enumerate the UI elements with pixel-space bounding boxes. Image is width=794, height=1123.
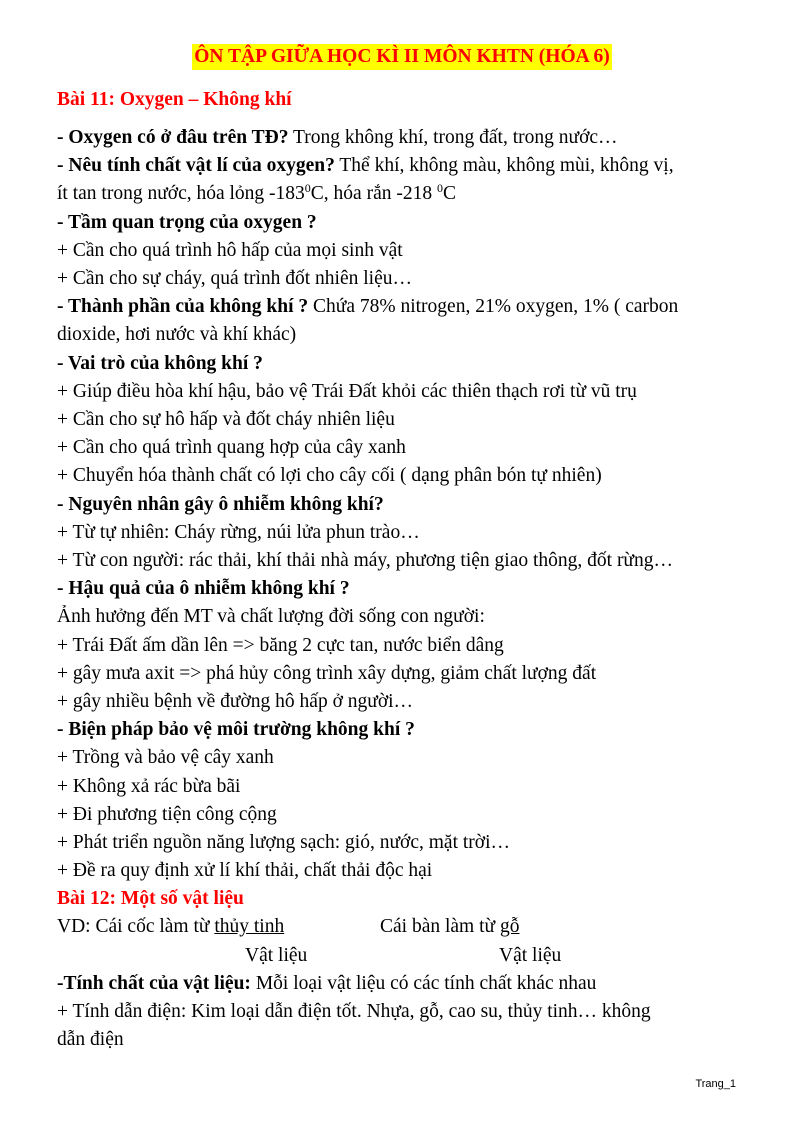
question-4-cont: dioxide, hơi nước và khí khác) xyxy=(57,324,297,346)
question-8: - Biện pháp bảo vệ môi trường không khí ? xyxy=(57,719,415,741)
material-label-1: Vật liệu xyxy=(245,944,308,966)
list-item: + Từ tự nhiên: Cháy rừng, núi lửa phun trào… xyxy=(57,521,420,543)
example-1: VD: Cái cốc làm từ thủy tinh xyxy=(57,916,285,938)
material-label-2: Vật liệu xyxy=(499,944,562,966)
list-item: + Trái Đất ấm dần lên => băng 2 cực tan, nước biển dâng xyxy=(57,634,504,656)
list-item: + Đi phương tiện công cộng xyxy=(57,803,277,825)
question-2-cont: ít tan trong nước, hóa lỏng $-183^0C$, hóa rắn -218 $^0$C xyxy=(57,181,456,205)
lesson-11-heading: Bài 11: Oxygen – Không khí xyxy=(57,89,292,110)
title-row xyxy=(57,44,747,74)
question-6: - Nguyên nhân gây ô nhiễm không khí? xyxy=(57,493,384,515)
question-3: - Tầm quan trọng của oxygen ? xyxy=(57,211,317,233)
question-7-intro: Ảnh hưởng đến MT và chất lượng đời sống con người: xyxy=(57,606,485,628)
list-item: + Tính dẫn điện: Kim loại dẫn điện tốt. Nhựa, gỗ, cao su, thủy tinh… không xyxy=(57,1001,651,1023)
list-item: + Giúp điều hòa khí hậu, bảo vệ Trái Đất khỏi các thiên thạch rơi từ vũ trụ xyxy=(57,380,637,402)
list-item: + Phát triển nguồn năng lượng sạch: gió, nước, mặt trời… xyxy=(57,832,511,854)
list-item: + Trồng và bảo vệ cây xanh xyxy=(57,747,274,769)
list-item: + Đề ra quy định xử lí khí thải, chất thải độc hại xyxy=(57,860,433,882)
lesson-12-heading: Bài 12: Một số vật liệu xyxy=(57,888,244,910)
document-page xyxy=(57,44,747,1055)
example-2: Cái bàn làm từ gỗ xyxy=(380,916,520,938)
list-item: + Cần cho quá trình quang hợp của cây xanh xyxy=(57,437,406,459)
list-item: + Chuyển hóa thành chất có lợi cho cây cối ( dạng phân bón tự nhiên) xyxy=(57,465,602,487)
list-item-cont: dẫn điện xyxy=(57,1029,124,1051)
list-item: + Không xả rác bừa bãi xyxy=(57,775,241,797)
question-4: - Thành phần của không khí ? Chứa 78% nitrogen, 21% oxygen, 1% ( carbon xyxy=(57,296,679,318)
question-7: - Hậu quả của ô nhiễm không khí ? xyxy=(57,578,350,600)
question-5: - Vai trò của không khí ? xyxy=(57,352,263,374)
page-number: Trang_1 xyxy=(695,1078,736,1090)
example-1-material: thủy tinh xyxy=(214,916,285,938)
property-question: -Tính chất của vật liệu: Mỗi loại vật liệu có các tính chất khác nhau xyxy=(57,972,597,994)
example-row xyxy=(57,913,747,941)
list-item: + Cần cho sự hô hấp và đốt cháy nhiên liệu xyxy=(57,409,395,431)
question-2: - Nêu tính chất vật lí của oxygen? Thể khí, không màu, không mùi, không vị, xyxy=(57,155,674,177)
list-item: + Từ con người: rác thải, khí thải nhà máy, phương tiện giao thông, đốt rừng… xyxy=(57,550,674,572)
example-2-material: gỗ xyxy=(499,916,520,938)
question-1: - Oxygen có ở đâu trên TĐ? Trong không khí, trong đất, trong nước… xyxy=(57,127,618,148)
list-item: + gây nhiều bệnh về đường hô hấp ở người… xyxy=(57,691,414,713)
material-labels-row xyxy=(57,942,747,970)
page-title: ÔN TẬP GIỮA HỌC KÌ II MÔN KHTN (HÓA 6) xyxy=(192,44,612,70)
list-item: + gây mưa axit => phá hủy công trình xây dựng, giảm chất lượng đất xyxy=(57,662,597,684)
list-item: + Cần cho sự cháy, quá trình đốt nhiên liệu… xyxy=(57,268,412,290)
list-item: + Cần cho quá trình hô hấp của mọi sinh vật xyxy=(57,239,403,261)
